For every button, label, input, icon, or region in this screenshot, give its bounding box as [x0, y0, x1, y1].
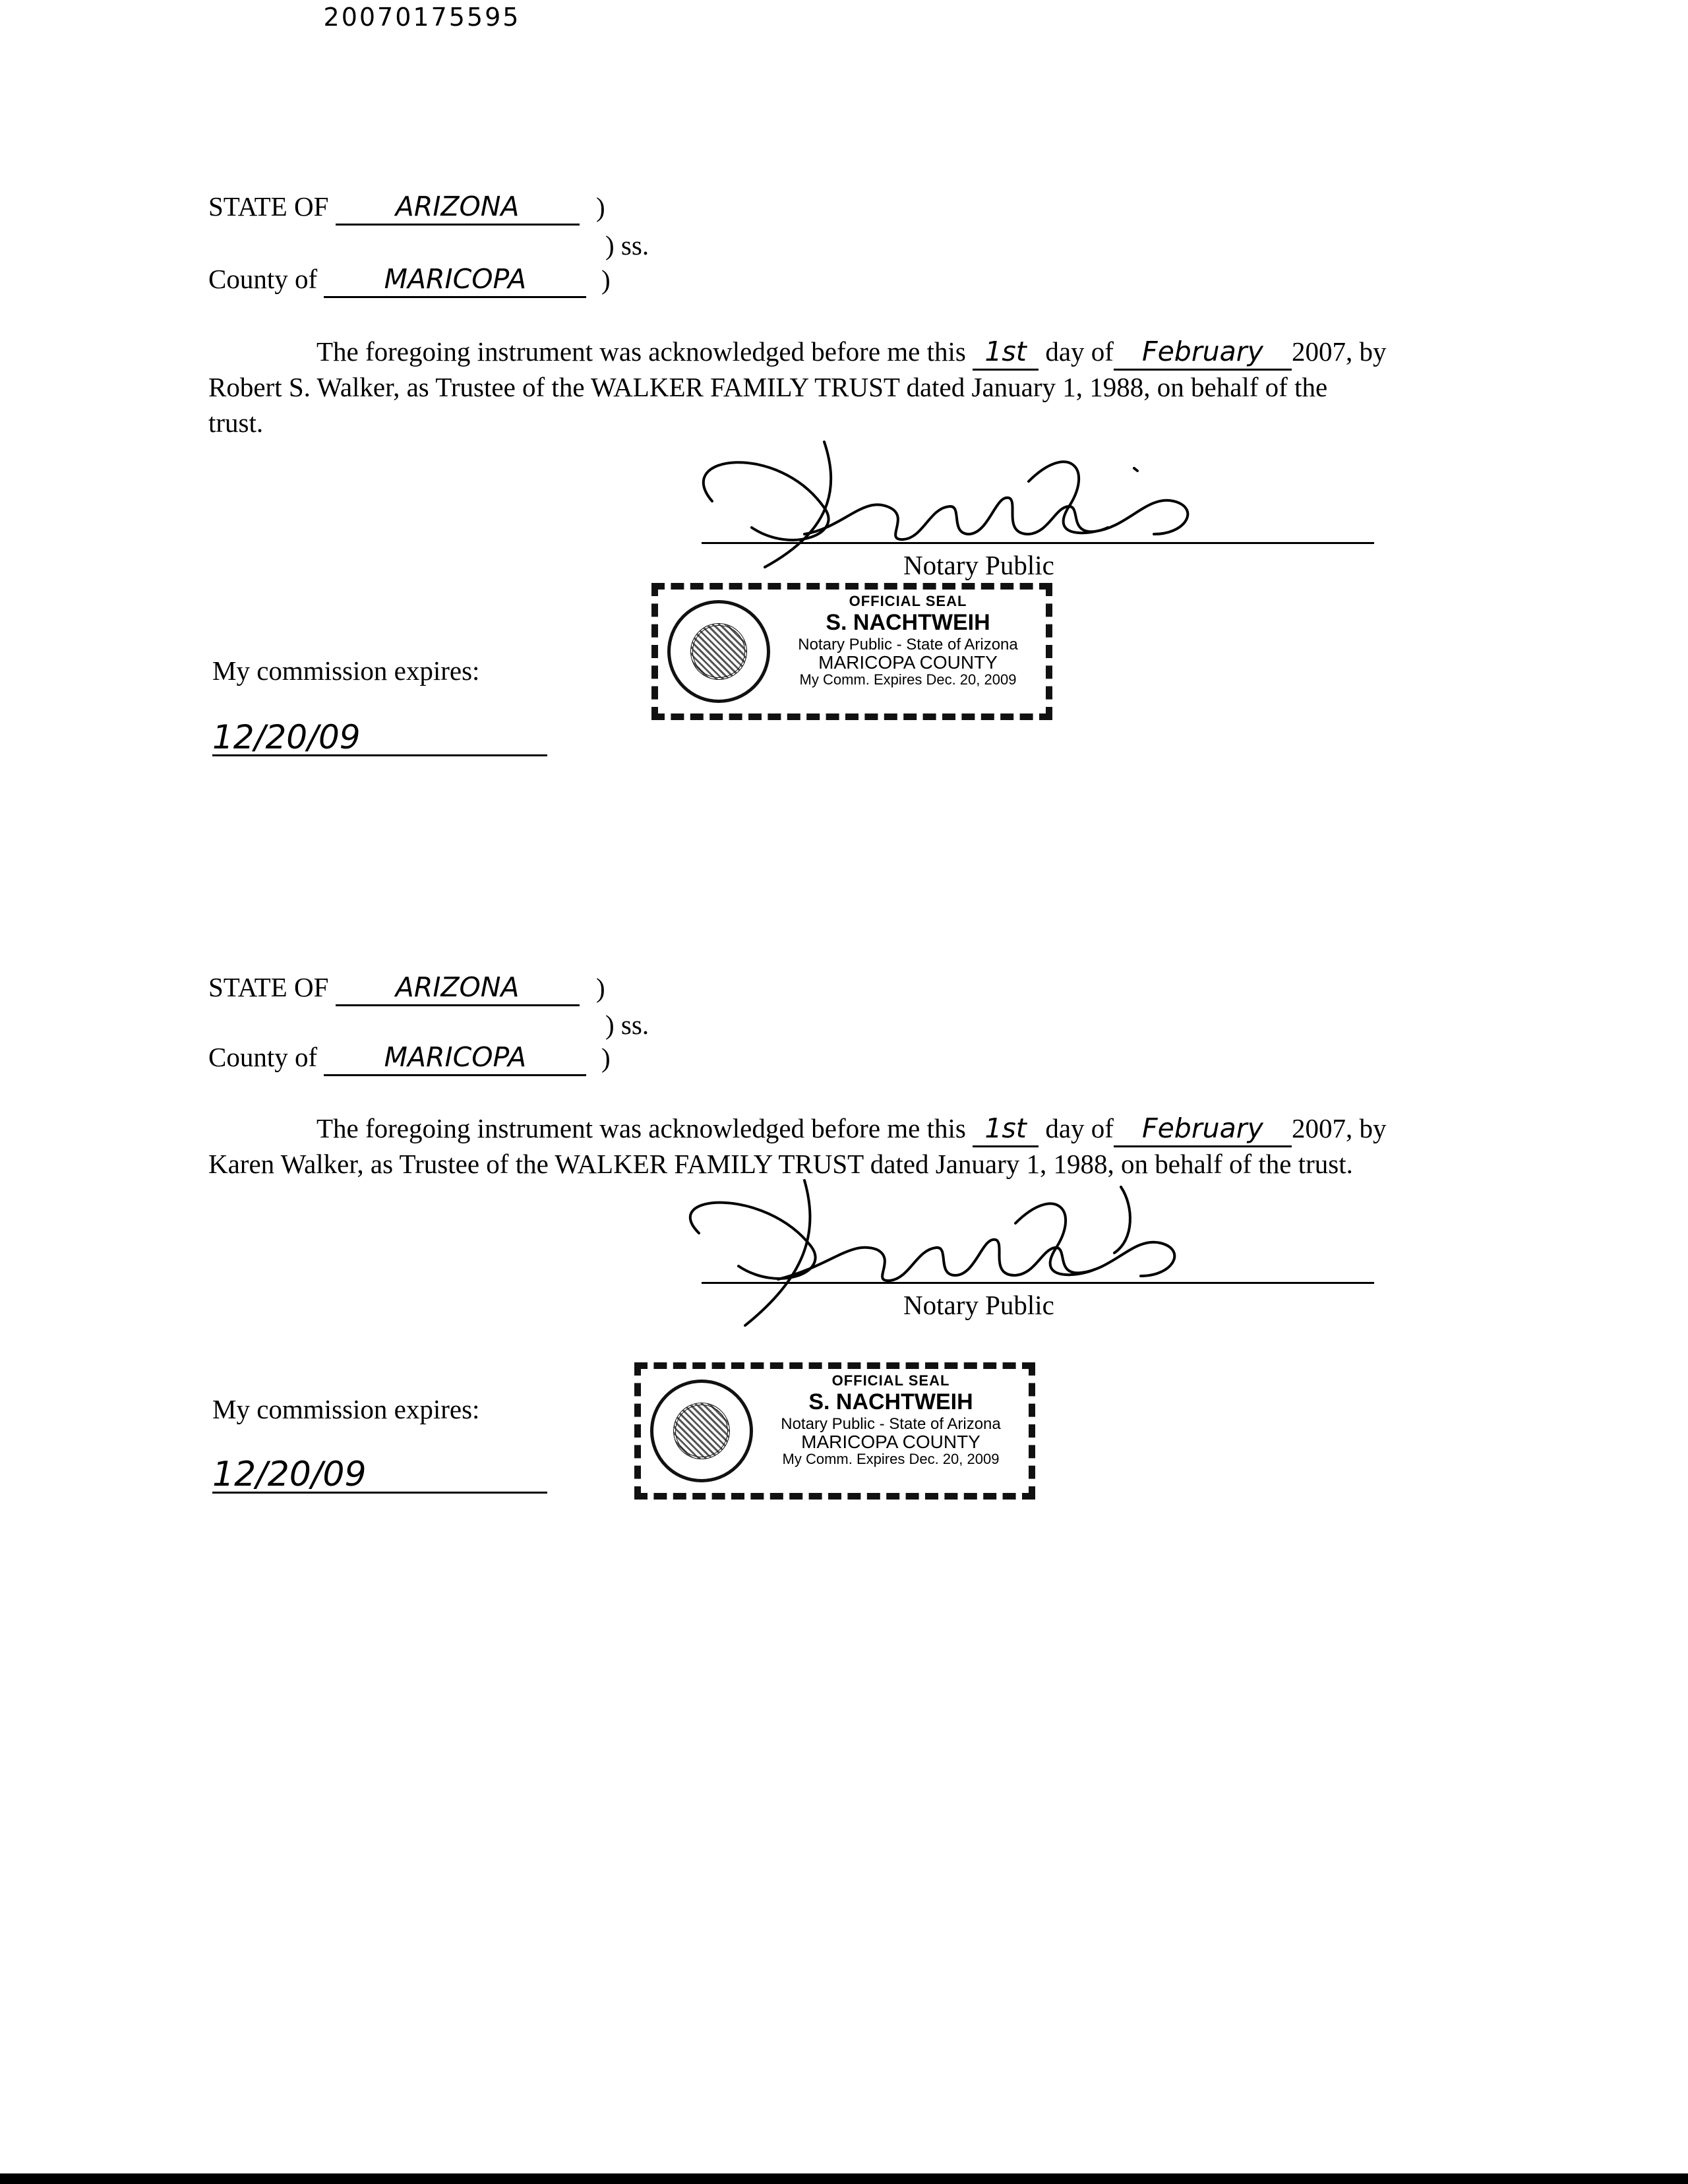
county-handwritten: MARICOPA	[324, 262, 586, 298]
commission-line	[212, 1457, 1531, 1494]
commission-handwritten: 12/20/09	[212, 720, 547, 756]
commission-label: My commission expires:	[212, 655, 480, 686]
seal-expires: My Comm. Expires Dec. 20, 2009	[799, 671, 1017, 688]
ack-body: Karen Walker, as Trustee of the WALKER FAMILY TRUST dated January 1, 1988, on behalf of the trust.	[208, 1149, 1353, 1179]
notary-public-label: Notary Public	[903, 550, 1054, 580]
commission-handwritten: 12/20/09	[212, 1457, 547, 1494]
seal-title: Notary Public - State of Arizona	[798, 635, 1018, 653]
commission-line	[212, 720, 1531, 757]
paren: )	[601, 1043, 611, 1073]
state-prefix: STATE OF	[208, 972, 329, 1002]
ss-mark: ) ss.	[605, 230, 649, 260]
year-by-label: 2007, by	[1291, 1113, 1387, 1143]
seal-expires: My Comm. Expires Dec. 20, 2009	[782, 1451, 1000, 1468]
year-by-label: 2007, by	[1291, 336, 1387, 367]
ack-prefix: The foregoing instrument was acknowledged before me this	[316, 336, 966, 367]
ack-prefix: The foregoing instrument was acknowledged before me this	[316, 1113, 966, 1143]
seal-county: MARICOPA COUNTY	[818, 652, 998, 673]
seal-name: S. NACHTWEIH	[808, 1389, 973, 1415]
seal-official-label: OFFICIAL SEAL	[849, 593, 967, 609]
day-of-label: day of	[1045, 336, 1114, 367]
day-of-label: day of	[1045, 1113, 1114, 1143]
state-line	[208, 969, 1527, 1006]
county-handwritten: MARICOPA	[324, 1040, 586, 1076]
paren: )	[596, 192, 605, 222]
state-prefix: STATE OF	[208, 191, 329, 222]
county-prefix: County of	[208, 264, 318, 294]
paren: )	[596, 973, 605, 1003]
county-prefix: County of	[208, 1042, 318, 1072]
state-handwritten: ARIZONA	[336, 189, 580, 226]
day-handwritten: 1st	[973, 334, 1039, 371]
seal-county: MARICOPA COUNTY	[801, 1431, 980, 1452]
month-handwritten: February	[1114, 334, 1292, 371]
state-handwritten: ARIZONA	[336, 970, 580, 1006]
document-number: 20070175595	[323, 3, 521, 32]
scan-border-bottom	[0, 2173, 1688, 2184]
ack-body: Robert S. Walker, as Trustee of the WALKER FAMILY TRUST dated January 1, 1988, on behalf of the	[208, 372, 1328, 402]
commission-label: My commission expires:	[212, 1394, 480, 1424]
notary-public-label: Notary Public	[903, 1290, 1054, 1320]
seal-official-label: OFFICIAL SEAL	[831, 1372, 950, 1389]
month-handwritten: February	[1114, 1111, 1292, 1147]
county-line	[208, 261, 1527, 298]
day-handwritten: 1st	[973, 1111, 1039, 1147]
acknowledgment-line	[316, 334, 1635, 371]
signature-line	[702, 1282, 1374, 1284]
seal-title: Notary Public - State of Arizona	[781, 1414, 1001, 1433]
notary-seal-stamp	[651, 583, 1052, 720]
acknowledgment-line	[316, 1110, 1635, 1147]
state-line	[208, 189, 1527, 226]
signature-line	[702, 542, 1374, 544]
seal-name: S. NACHTWEIH	[826, 610, 990, 636]
county-line	[208, 1039, 1527, 1076]
ack-tail: trust.	[208, 408, 264, 438]
paren: )	[601, 264, 611, 295]
ss-mark: ) ss.	[605, 1010, 649, 1040]
